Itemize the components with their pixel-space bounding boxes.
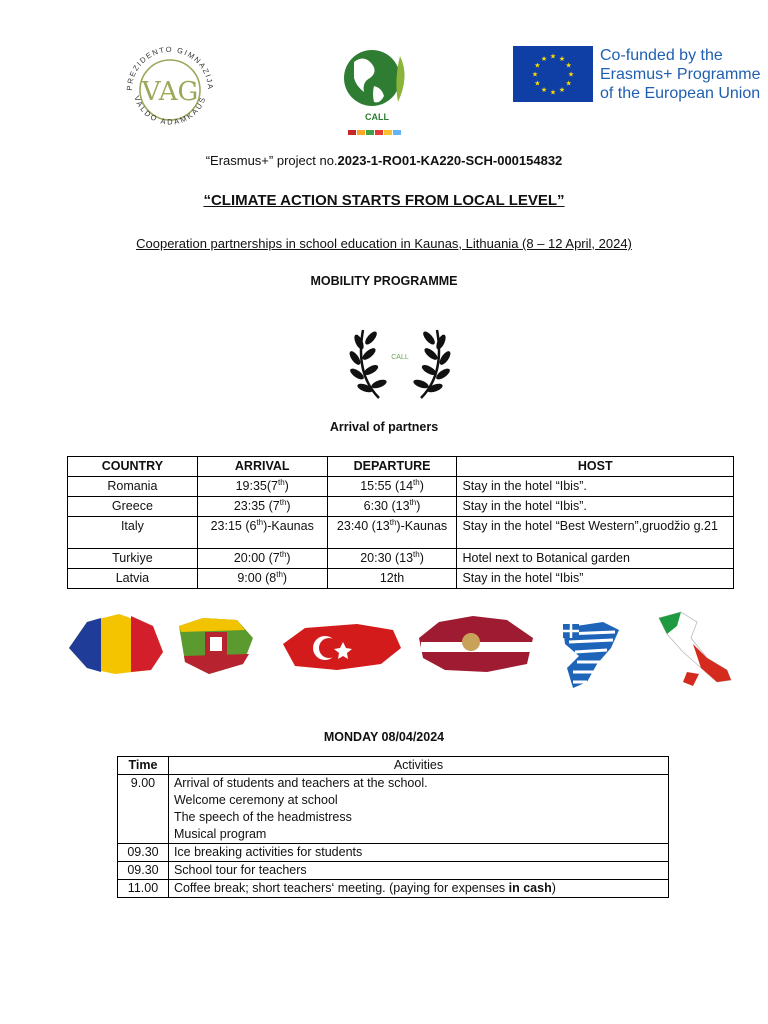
departure-time-text: 23:40 (13 bbox=[336, 519, 390, 533]
departure-time-text: 15:55 (14 bbox=[360, 479, 414, 493]
departure-time bbox=[327, 549, 457, 569]
arrival-row bbox=[68, 569, 734, 589]
host-info: Stay in the hotel “Ibis” bbox=[457, 569, 734, 589]
arrival-row bbox=[68, 477, 734, 497]
arrival-time-suffix: ) bbox=[282, 571, 288, 585]
col-header-departure: DEPARTURE bbox=[327, 457, 457, 477]
eu-star-icon: ★ bbox=[531, 71, 539, 79]
monday-schedule-table bbox=[117, 756, 669, 898]
activity-line: School tour for teachers bbox=[173, 863, 307, 877]
arrival-ordinal: th bbox=[276, 569, 283, 579]
school-logo-top-text: PREZIDENTO GIMNAZIJA bbox=[124, 44, 216, 91]
schedule-time: 09.30 bbox=[118, 844, 169, 862]
arrival-table bbox=[67, 456, 734, 589]
schedule-time: 9.00 bbox=[118, 775, 169, 844]
departure-ordinal: th bbox=[413, 549, 420, 559]
schedule-row bbox=[118, 844, 669, 862]
eu-text-line-1: Co-funded by the bbox=[600, 47, 723, 64]
subtitle: Cooperation partnerships in school education in Kaunas, Lithuania (8 – 12 April, 2024) bbox=[136, 236, 632, 251]
partner-flags-map bbox=[67, 608, 734, 696]
departure-ordinal: th bbox=[409, 497, 417, 507]
activity-tail: ) bbox=[551, 881, 556, 895]
activity-line: Arrival of students and teachers at the school. bbox=[173, 776, 428, 790]
eu-star-icon: ★ bbox=[565, 80, 572, 88]
school-logo-bottom-text: VALDO ADAMKAUS bbox=[132, 94, 208, 127]
call-logo bbox=[340, 42, 414, 138]
host-info: Stay in the hotel “Ibis”. bbox=[457, 497, 734, 517]
departure-ordinal: th bbox=[413, 477, 420, 487]
arrival-time-text: 23:15 (6 bbox=[210, 519, 257, 533]
arrival-row bbox=[68, 517, 734, 549]
schedule-activities bbox=[168, 862, 668, 880]
school-logo bbox=[120, 40, 220, 140]
departure-time-text: 6:30 (13 bbox=[363, 499, 410, 513]
laurel-wreath-icon bbox=[349, 322, 451, 404]
schedule-row bbox=[118, 862, 669, 880]
arrival-time bbox=[197, 477, 327, 497]
arrival-time bbox=[197, 569, 327, 589]
wreath-label: CALL bbox=[391, 354, 409, 361]
col-header-host: HOST bbox=[457, 457, 734, 477]
arrival-time-suffix: ) bbox=[286, 499, 291, 513]
col-header-arrival: ARRIVAL bbox=[197, 457, 327, 477]
arrival-country: Latvia bbox=[68, 569, 198, 589]
arrival-time-suffix: )-Kaunas bbox=[263, 519, 314, 533]
romania-map-icon bbox=[69, 614, 163, 674]
eu-flag-icon bbox=[513, 46, 593, 102]
eu-star-icon: ★ bbox=[567, 71, 575, 79]
arrival-heading: Arrival of partners bbox=[329, 420, 439, 434]
eu-star-icon: ★ bbox=[565, 62, 572, 70]
arrival-time-suffix: ) bbox=[286, 551, 291, 565]
departure-time-text: 12th bbox=[379, 571, 405, 585]
eu-cofunded-logo bbox=[513, 46, 763, 104]
departure-time-text: 20:30 (13 bbox=[360, 551, 414, 565]
schedule-activities bbox=[168, 844, 668, 862]
arrival-ordinal: th bbox=[279, 497, 287, 507]
eu-cofunded-text bbox=[600, 46, 761, 103]
arrival-ordinal: th bbox=[256, 517, 264, 527]
arrival-time bbox=[197, 517, 327, 549]
arrival-country: Romania bbox=[68, 477, 198, 497]
departure-time-suffix: ) bbox=[419, 479, 424, 493]
activity-line: Ice breaking activities for students bbox=[173, 845, 363, 859]
arrival-time-text: 23:35 (7 bbox=[233, 499, 280, 513]
col-header-country: COUNTRY bbox=[68, 457, 198, 477]
arrival-row bbox=[68, 549, 734, 569]
departure-ordinal: th bbox=[389, 517, 397, 527]
eu-star-icon: ★ bbox=[558, 87, 566, 95]
eu-star-icon: ★ bbox=[540, 55, 548, 63]
turkey-map-icon bbox=[283, 624, 401, 670]
arrival-row bbox=[68, 497, 734, 517]
arrival-time-text: 20:00 (7 bbox=[233, 551, 280, 565]
activity-emphasis: in cash bbox=[508, 881, 552, 895]
arrival-country: Italy bbox=[68, 517, 198, 549]
monday-heading: MONDAY 08/04/2024 bbox=[323, 730, 445, 744]
monday-table-header bbox=[118, 757, 669, 775]
eu-star-icon: ★ bbox=[540, 87, 548, 95]
eu-star-icon: ★ bbox=[558, 55, 566, 63]
col-header-time: Time bbox=[118, 757, 169, 775]
project-line bbox=[0, 153, 768, 168]
eu-star-icon: ★ bbox=[534, 80, 541, 88]
schedule-activities bbox=[168, 880, 668, 898]
departure-time bbox=[327, 569, 457, 589]
departure-time bbox=[327, 497, 457, 517]
arrival-time-text: 19:35(7 bbox=[235, 479, 278, 493]
host-info: Stay in the hotel “Ibis”. bbox=[457, 477, 734, 497]
departure-time bbox=[327, 517, 457, 549]
italy-map-icon bbox=[659, 612, 731, 686]
activity-line: Coffee break; short teachers‘ meeting. (paying for expenses bbox=[173, 881, 509, 895]
schedule-row bbox=[118, 775, 669, 844]
eu-text-line-2: Erasmus+ Programme bbox=[600, 66, 761, 83]
arrival-time bbox=[197, 549, 327, 569]
eu-star-icon: ★ bbox=[549, 89, 557, 97]
departure-time-suffix: ) bbox=[419, 551, 424, 565]
arrival-ordinal: th bbox=[279, 549, 287, 559]
schedule-time: 09.30 bbox=[118, 862, 169, 880]
greece-map-icon bbox=[563, 622, 619, 688]
schedule-activities bbox=[168, 775, 668, 844]
activity-line: Musical program bbox=[173, 827, 267, 841]
departure-time-suffix: ) bbox=[416, 499, 421, 513]
school-logo-monogram: VAG bbox=[141, 77, 199, 107]
schedule-time: 11.00 bbox=[118, 880, 169, 898]
schedule-row bbox=[118, 880, 669, 898]
eu-star-icon: ★ bbox=[534, 62, 541, 70]
main-title: “CLIMATE ACTION STARTS FROM LOCAL LEVEL” bbox=[203, 192, 565, 209]
arrival-country: Greece bbox=[68, 497, 198, 517]
host-info: Stay in the hotel “Best Western”,gruodžio g.21 bbox=[457, 517, 734, 549]
project-line-prefix: “Erasmus+” project no. bbox=[205, 153, 338, 168]
eu-star-icon: ★ bbox=[549, 53, 557, 61]
eu-text-line-3: of the European Union bbox=[600, 85, 761, 102]
activity-line: The speech of the headmistress bbox=[173, 810, 352, 824]
arrival-time bbox=[197, 497, 327, 517]
col-header-activities: Activities bbox=[168, 757, 668, 775]
arrival-time-text: 9:00 (8 bbox=[237, 571, 277, 585]
departure-time-suffix: )-Kaunas bbox=[396, 519, 448, 533]
latvia-map-icon bbox=[419, 616, 533, 672]
lithuania-map-icon bbox=[179, 618, 253, 674]
host-info: Hotel next to Botanical garden bbox=[457, 549, 734, 569]
programme-heading: MOBILITY PROGRAMME bbox=[310, 274, 458, 288]
departure-time bbox=[327, 477, 457, 497]
project-number: 2023-1-RO01-KA220-SCH-000154832 bbox=[337, 153, 563, 168]
activity-line: Welcome ceremony at school bbox=[173, 793, 338, 807]
call-logo-text: CALL bbox=[365, 112, 389, 122]
arrival-ordinal: th bbox=[277, 477, 285, 487]
arrival-table-header bbox=[68, 457, 734, 477]
arrival-country: Turkiye bbox=[68, 549, 198, 569]
arrival-time-suffix: ) bbox=[284, 479, 289, 493]
